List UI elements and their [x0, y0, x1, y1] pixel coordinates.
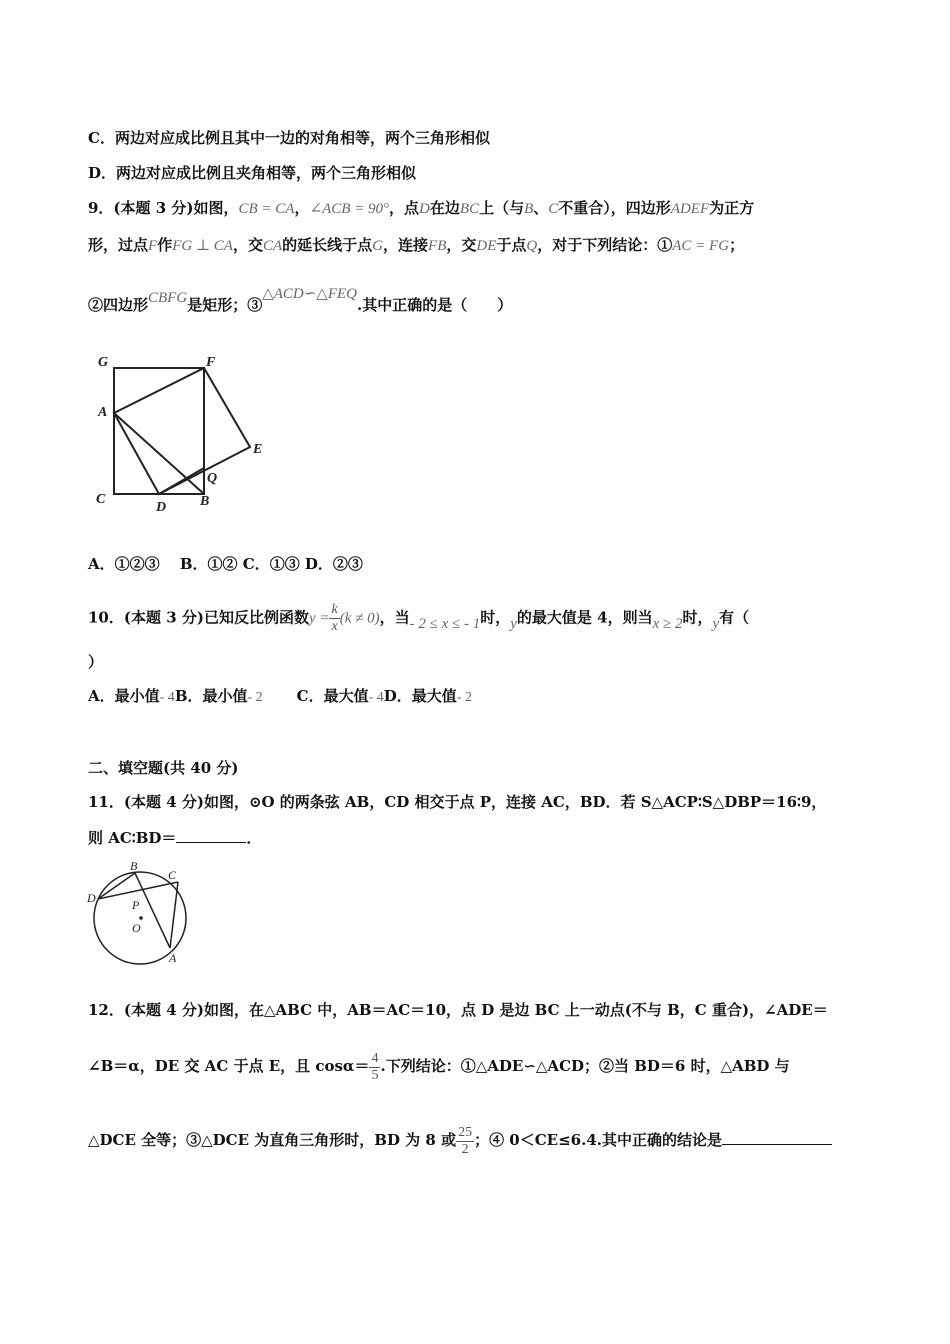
q10-option-value: - 2: [456, 690, 472, 705]
q10-line-1: [88, 602, 749, 635]
q9-math: FG ⊥ CA: [172, 238, 233, 254]
q12-text: ∠B＝α，DE 交 AC 于点 E，且 cosα＝: [88, 1057, 370, 1075]
segment-ac: [170, 882, 178, 948]
q10-fraction: [329, 602, 339, 635]
q10-math: y =: [308, 610, 330, 627]
q12-line-1: 12．(本题 4 分)如图，在△ABC 中，AB＝AC＝10，点 D 是边 BC 上一动点(不与 B，C 重合)，∠ADE＝: [88, 1001, 828, 1019]
q9-text: 的延长线于点: [282, 236, 373, 254]
q10-option-c: C．最大值: [296, 687, 369, 705]
q11-line-2: [88, 828, 261, 848]
answer-blank[interactable]: [176, 842, 246, 843]
label-b: B: [200, 494, 210, 509]
q9-text: ，交: [446, 236, 477, 254]
q9-math: D: [419, 201, 430, 217]
q9-math: ADEF: [670, 201, 710, 217]
q9-text: ，点: [389, 199, 420, 217]
q10-math: x ≥ 2: [652, 615, 683, 632]
answer-blank[interactable]: [722, 1144, 832, 1145]
q9-square-figure: [88, 348, 278, 526]
label-c: C: [96, 492, 106, 507]
q9-math: DE: [476, 238, 497, 254]
q10-math: y: [712, 615, 720, 632]
q9-options: A．①②③ B．①② C．①③ D．②③: [88, 555, 363, 573]
q10-option-value: - 4: [368, 690, 384, 705]
q9-text: ，交: [232, 236, 263, 254]
label-d: D: [87, 891, 96, 905]
fraction-numerator: 25: [458, 1124, 473, 1140]
q9-math: B: [524, 201, 534, 217]
label-c: C: [168, 868, 177, 882]
q10-math: (k ≠ 0): [339, 610, 380, 627]
q9-text: 不重合），四边形: [558, 199, 671, 217]
fraction-numerator: k: [331, 602, 338, 617]
q9-math: BC: [459, 201, 480, 217]
q9-math: Q: [526, 238, 538, 254]
q10-text: 10．(本题 3 分)已知反比例函数: [88, 608, 309, 627]
q9-text: ，对于下列结论：①: [537, 236, 673, 254]
q10-text: 有（: [719, 608, 750, 627]
q9-text: 9．(本题 3 分)如图，: [88, 199, 239, 217]
q10-options: [88, 686, 472, 708]
fraction-denominator: 2: [461, 1141, 469, 1157]
q10-text: 时，: [480, 608, 511, 627]
q9-math: ∠ACB = 90°: [309, 201, 390, 217]
label-q: Q: [207, 471, 218, 486]
fraction-denominator: x: [331, 619, 338, 634]
q10-close-paren: ）: [88, 653, 104, 671]
q9-text: 、: [533, 199, 549, 217]
q10-option-a: A．最小值: [88, 687, 160, 705]
q9-math: C: [548, 201, 559, 217]
q9-text: 上（与: [479, 199, 525, 217]
q10-text: 时，: [682, 608, 713, 627]
q11-line-1: 11．(本题 4 分)如图，⊙O 的两条弦 AB，CD 相交于点 P，连接 AC，BD．若 S△ACP∶S△DBP＝16∶9，: [88, 793, 827, 811]
q9-text: ②四边形: [88, 296, 149, 314]
label-e: E: [253, 442, 263, 457]
fraction-denominator: 5: [371, 1067, 379, 1083]
q9-math: △ACD∽△FEQ: [262, 286, 358, 302]
center-dot: [139, 916, 143, 920]
q9-math: G: [372, 238, 384, 254]
q10-option-value: - 2: [247, 690, 263, 705]
q10-text: 的最大值是 4，则当: [516, 608, 653, 627]
q12-text: .下列结论：①△ADE∽△ACD；②当 BD＝6 时，△ABD 与: [380, 1057, 790, 1075]
q8-option-d: D．两边对应成比例且夹角相等，两个三角形相似: [88, 164, 417, 182]
label-a: A: [98, 405, 108, 420]
q10-option-b: B．最小值: [174, 687, 248, 705]
q10-option-value: - 4: [159, 690, 175, 705]
q9-line-1: [88, 198, 754, 219]
q12-fraction: [369, 1051, 380, 1084]
label-d: D: [156, 500, 167, 515]
q12-fraction: [456, 1125, 474, 1158]
section-title: 二、填空题(共 40 分): [88, 759, 239, 777]
q9-text: ，: [294, 199, 310, 217]
q11-text: 则 AC∶BD＝: [88, 829, 177, 847]
label-f: F: [206, 355, 216, 370]
label-g: G: [98, 355, 109, 370]
q10-text: ，当: [379, 608, 410, 627]
segment-dq: [159, 468, 204, 494]
q9-math: CBFG: [148, 290, 188, 306]
q9-text: .其中正确的是（ ）: [357, 296, 513, 314]
q9-text: ；: [729, 236, 745, 254]
segment-ab: [114, 413, 204, 494]
q12-text: ；④ 0＜CE≤6.4.其中正确的结论是: [474, 1131, 722, 1149]
q9-math: CA: [263, 238, 283, 254]
q11-text: ．: [246, 829, 262, 847]
label-p: P: [132, 898, 140, 912]
label-a: A: [169, 951, 177, 965]
q10-option-d: D．最大值: [383, 687, 457, 705]
q9-math: FB: [428, 238, 447, 254]
q12-text: △DCE 全等；③△DCE 为直角三角形时，BD 为 8 或: [88, 1131, 457, 1149]
q10-math: y: [510, 615, 517, 632]
q9-math: F: [148, 238, 158, 254]
q9-line-2: [88, 235, 744, 256]
q9-math: AC = FG: [672, 238, 730, 254]
q9-text: 形，过点: [88, 236, 149, 254]
q9-math: CB = CA: [238, 201, 295, 217]
q9-text: ，连接: [383, 236, 429, 254]
label-o: O: [132, 921, 141, 935]
q9-text: 是矩形；③: [187, 296, 263, 314]
q10-math: - 2 ≤ x ≤ - 1: [409, 615, 481, 632]
q11-circle-figure: [84, 856, 194, 968]
label-b: B: [130, 859, 138, 873]
q12-line-2: [88, 1046, 790, 1086]
q9-text: 为正方: [709, 199, 755, 217]
q9-text: 于点: [496, 236, 527, 254]
q9-text: 作: [157, 236, 173, 254]
q12-line-3: [88, 1120, 832, 1160]
q9-text: 在边: [429, 199, 460, 217]
q8-option-c: C．两边对应成比例且其中一边的对角相等，两个三角形相似: [88, 129, 490, 147]
fraction-numerator: 4: [371, 1050, 379, 1066]
q9-line-3: [88, 286, 513, 316]
